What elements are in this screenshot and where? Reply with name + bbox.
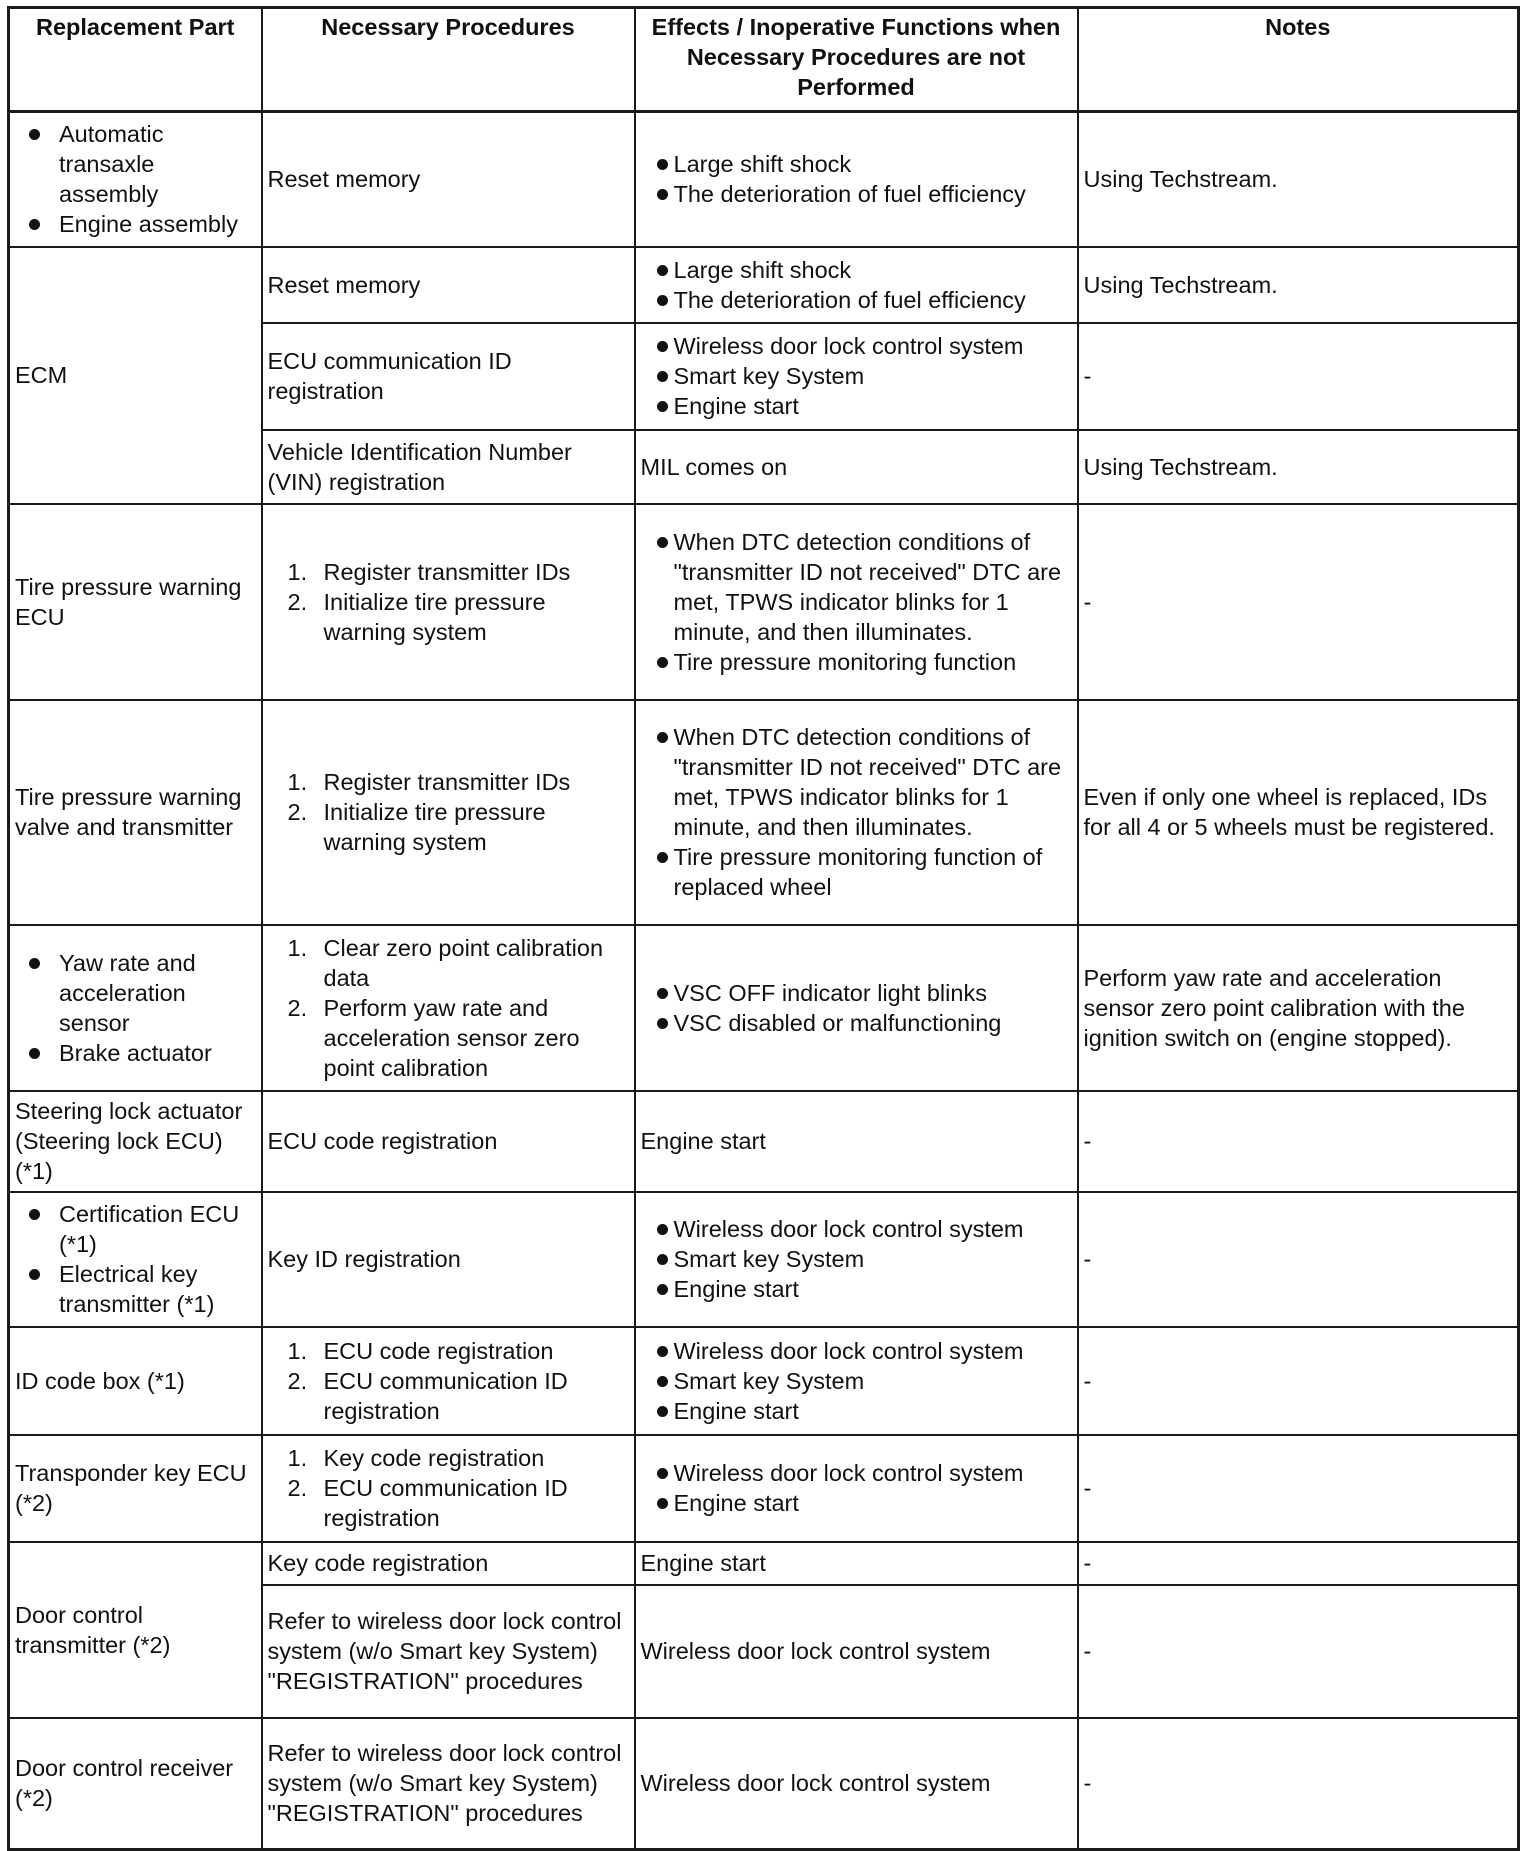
procedure-list xyxy=(268,933,629,1083)
part-cell: ECM xyxy=(9,247,262,504)
list-item: Wireless door lock control system xyxy=(641,1458,1072,1488)
part-cell xyxy=(9,925,262,1091)
part-cell: Tire pressure warning valve and transmitter xyxy=(9,700,262,925)
list-item: Tire pressure monitoring function xyxy=(641,647,1072,677)
procedure-list xyxy=(268,1336,629,1426)
effects-list xyxy=(641,1458,1072,1518)
notes-cell: - xyxy=(1078,1718,1519,1850)
list-item: 2. ECU communication ID registration xyxy=(287,1367,568,1424)
effects-list xyxy=(641,527,1072,677)
procedure-list xyxy=(268,557,629,647)
procedure-cell: Key ID registration xyxy=(262,1192,635,1327)
list-number: 1. xyxy=(287,769,308,795)
procedure-cell: Reset memory xyxy=(262,247,635,323)
effects-list xyxy=(641,978,1072,1038)
effects-cell: Engine start xyxy=(635,1542,1078,1585)
header-necessary-procedures: Necessary Procedures xyxy=(262,8,635,112)
list-item: 2. Perform yaw rate and acceleration sensor zero point calibration xyxy=(287,994,580,1081)
list-number: 2. xyxy=(287,1367,308,1394)
list-item: Engine assembly xyxy=(15,209,256,239)
effects-cell xyxy=(635,504,1078,700)
list-number: 1. xyxy=(287,934,308,961)
list-item: Engine start xyxy=(641,391,1072,421)
list-item: Electrical key transmitter (*1) xyxy=(15,1259,256,1319)
effects-list xyxy=(641,722,1072,902)
header-effects: Effects / Inoperative Functions when Necessary Procedures are not Performed xyxy=(635,8,1078,112)
notes-cell: - xyxy=(1078,1091,1519,1192)
effects-list xyxy=(641,149,1072,209)
replacement-procedures-table xyxy=(7,6,1520,1851)
part-cell: Transponder key ECU (*2) xyxy=(9,1435,262,1542)
list-item: 1. ECU code registration xyxy=(287,1337,554,1364)
table-row xyxy=(9,1435,1519,1542)
list-item: VSC disabled or malfunctioning xyxy=(641,1008,1072,1038)
procedure-cell xyxy=(262,504,635,700)
part-list xyxy=(15,119,256,239)
list-item: Brake actuator xyxy=(15,1038,256,1068)
list-item: The deterioration of fuel efficiency xyxy=(641,285,1072,315)
table-row xyxy=(9,247,1519,323)
part-cell xyxy=(9,1192,262,1327)
list-number: 1. xyxy=(287,1445,308,1471)
list-number: 2. xyxy=(287,799,308,825)
list-item: Wireless door lock control system xyxy=(641,331,1072,361)
list-item: Tire pressure monitoring function of replaced wheel xyxy=(641,842,1072,902)
list-number: 2. xyxy=(287,588,308,615)
list-item: When DTC detection conditions of "transmitter ID not received" DTC are met, TPWS indicator blinks for 1 minute, and then illuminates. xyxy=(641,527,1072,647)
list-item: Wireless door lock control system xyxy=(641,1214,1072,1244)
table-row xyxy=(9,1542,1519,1585)
table-row xyxy=(9,1718,1519,1850)
effects-cell xyxy=(635,323,1078,430)
list-item: Yaw rate and acceleration sensor xyxy=(15,948,256,1038)
table-row xyxy=(9,925,1519,1091)
effects-cell xyxy=(635,112,1078,247)
part-cell: ID code box (*1) xyxy=(9,1327,262,1435)
procedure-list xyxy=(268,1443,629,1533)
list-item: Smart key System xyxy=(641,361,1072,391)
notes-cell: - xyxy=(1078,323,1519,430)
table-row xyxy=(9,1327,1519,1435)
procedure-cell: ECU code registration xyxy=(262,1091,635,1192)
procedure-cell: Reset memory xyxy=(262,112,635,247)
table-header-row xyxy=(9,8,1519,112)
list-item: 1. Clear zero point calibration data xyxy=(287,934,604,991)
effects-cell xyxy=(635,925,1078,1091)
part-cell xyxy=(9,112,262,247)
procedure-cell xyxy=(262,1327,635,1435)
effects-list xyxy=(641,1336,1072,1426)
part-cell: Steering lock actuator (Steering lock ECU) (*1) xyxy=(9,1091,262,1192)
notes-cell: Using Techstream. xyxy=(1078,430,1519,504)
effects-cell xyxy=(635,700,1078,925)
notes-cell: - xyxy=(1078,1435,1519,1542)
list-item: Certification ECU (*1) xyxy=(15,1199,256,1259)
list-item: Wireless door lock control system xyxy=(641,1336,1072,1366)
notes-cell: Even if only one wheel is replaced, IDs for all 4 or 5 wheels must be registered. xyxy=(1078,700,1519,925)
list-number: 2. xyxy=(287,1475,308,1501)
procedure-cell xyxy=(262,700,635,925)
notes-cell: - xyxy=(1078,1192,1519,1327)
list-item: 2. Initialize tire pressure warning system xyxy=(287,588,546,645)
header-notes: Notes xyxy=(1078,8,1519,112)
list-item: Large shift shock xyxy=(641,255,1072,285)
notes-cell: Perform yaw rate and acceleration sensor zero point calibration with the ignition switch on (engine stopped). xyxy=(1078,925,1519,1091)
list-number: 1. xyxy=(287,558,308,585)
effects-cell: Wireless door lock control system xyxy=(635,1718,1078,1850)
notes-cell: Using Techstream. xyxy=(1078,112,1519,247)
notes-cell: - xyxy=(1078,1327,1519,1435)
list-item: VSC OFF indicator light blinks xyxy=(641,978,1072,1008)
notes-cell: - xyxy=(1078,1585,1519,1718)
list-item: 2. ECU communication ID registration xyxy=(287,1475,568,1531)
notes-cell: - xyxy=(1078,1542,1519,1585)
effects-cell: Engine start xyxy=(635,1091,1078,1192)
procedure-cell: Key code registration xyxy=(262,1542,635,1585)
procedure-cell: Refer to wireless door lock control system (w/o Smart key System) "REGISTRATION" procedures xyxy=(262,1718,635,1850)
effects-list xyxy=(641,331,1072,421)
list-item: 2. Initialize tire pressure warning system xyxy=(287,799,546,855)
list-item: Large shift shock xyxy=(641,149,1072,179)
list-item: 1. Register transmitter IDs xyxy=(287,769,571,795)
table-row xyxy=(9,700,1519,925)
procedure-cell: Vehicle Identification Number (VIN) registration xyxy=(262,430,635,504)
table-row xyxy=(9,1091,1519,1192)
notes-cell: Using Techstream. xyxy=(1078,247,1519,323)
list-item: Smart key System xyxy=(641,1366,1072,1396)
effects-cell xyxy=(635,247,1078,323)
part-list xyxy=(15,948,256,1068)
list-item: Smart key System xyxy=(641,1244,1072,1274)
header-replacement-part: Replacement Part xyxy=(9,8,262,112)
effects-cell: MIL comes on xyxy=(635,430,1078,504)
table-row xyxy=(9,112,1519,247)
effects-cell xyxy=(635,1192,1078,1327)
part-cell: Door control transmitter (*2) xyxy=(9,1542,262,1718)
list-item: The deterioration of fuel efficiency xyxy=(641,179,1072,209)
list-item: 1. Key code registration xyxy=(287,1445,545,1471)
procedure-cell: Refer to wireless door lock control system (w/o Smart key System) "REGISTRATION" procedures xyxy=(262,1585,635,1718)
list-item: Engine start xyxy=(641,1396,1072,1426)
procedure-cell xyxy=(262,1435,635,1542)
procedure-cell xyxy=(262,925,635,1091)
procedure-list xyxy=(268,767,629,857)
notes-cell: - xyxy=(1078,504,1519,700)
list-item: Automatic transaxle assembly xyxy=(15,119,256,209)
list-number: 1. xyxy=(287,1337,308,1364)
list-item: When DTC detection conditions of "transmitter ID not received" DTC are met, TPWS indicator blinks for 1 minute, and then illuminates. xyxy=(641,722,1072,842)
list-item: Engine start xyxy=(641,1488,1072,1518)
list-number: 2. xyxy=(287,994,308,1021)
procedure-cell: ECU communication ID registration xyxy=(262,323,635,430)
effects-cell: Wireless door lock control system xyxy=(635,1585,1078,1718)
part-list xyxy=(15,1199,256,1319)
table-row xyxy=(9,504,1519,700)
table-row xyxy=(9,1192,1519,1327)
effects-list xyxy=(641,255,1072,315)
list-item: Engine start xyxy=(641,1274,1072,1304)
part-cell: Tire pressure warning ECU xyxy=(9,504,262,700)
effects-cell xyxy=(635,1327,1078,1435)
effects-cell xyxy=(635,1435,1078,1542)
effects-list xyxy=(641,1214,1072,1304)
list-item: 1. Register transmitter IDs xyxy=(287,558,571,585)
part-cell: Door control receiver (*2) xyxy=(9,1718,262,1850)
replacement-procedures-sheet xyxy=(7,6,1517,1844)
